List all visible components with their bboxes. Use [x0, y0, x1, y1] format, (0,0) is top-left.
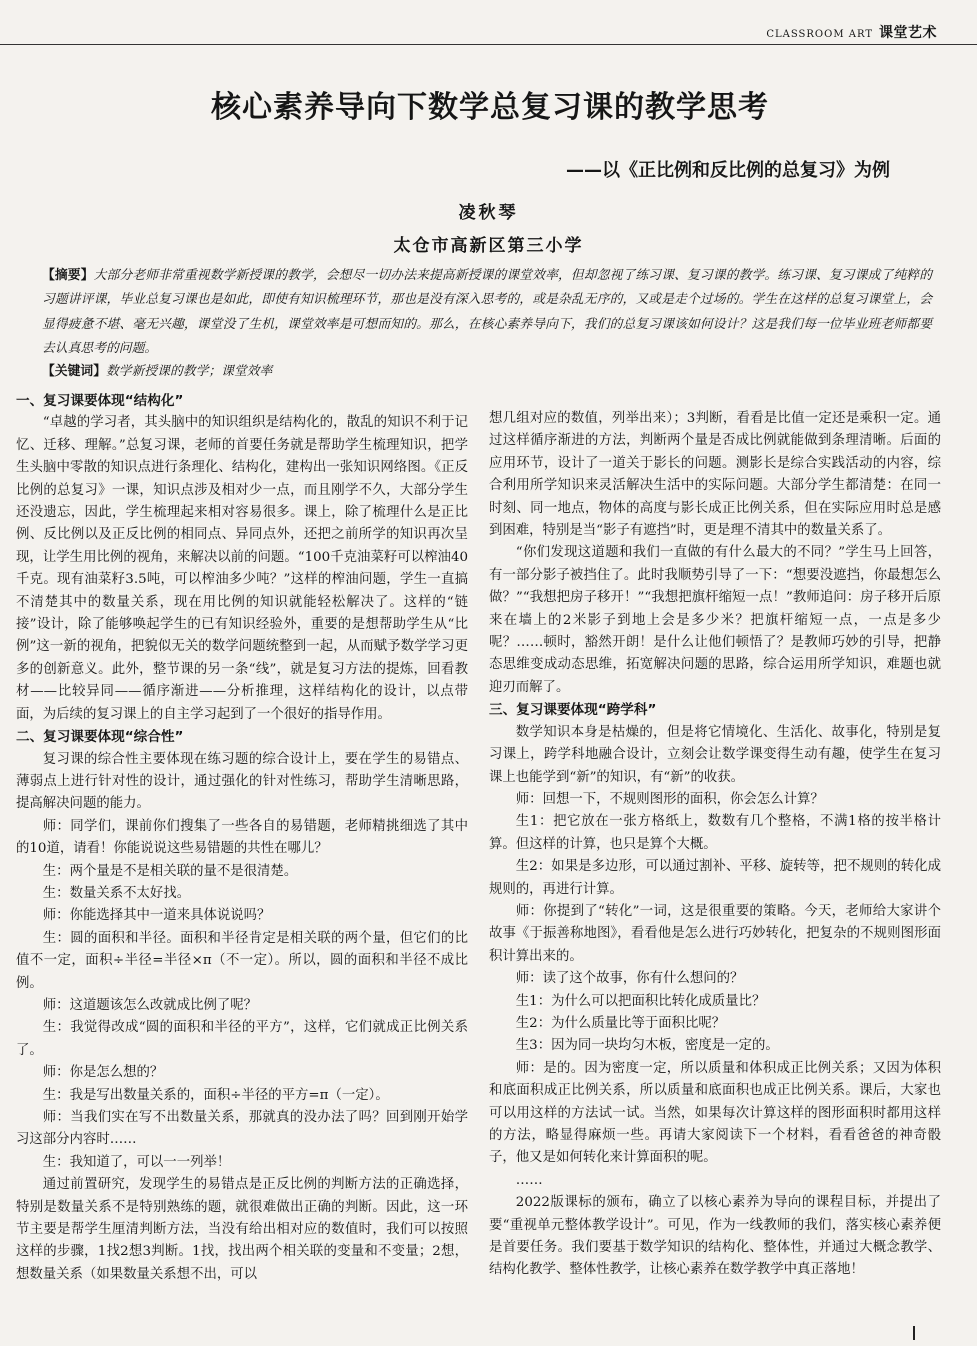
paragraph: “卓越的学习者，其头脑中的知识组织是结构化的，散乱的知识不利于记忆、迁移、理解。”总复习课，老师的首要任务就是帮助学生梳理知识，把学生头脑中零散的知识点进行条理化、结构化，建构出一张知识网络图。《正反比例的总复习》一课，知识点涉及相对少一点，而且刚学不久，大部分学生还没遗忘，因此，学生梳理起来相对容易很多。课上，除了梳理什么是正比例、反比例以及正反比例的相同点、异同点外，还把之前所学的知识再次呈现，让学生用比例的视角，来解决以前的问题。“100千克油菜籽可以榨油40千克。现有油菜籽3.5吨，可以榨油多少吨？”这样的榨油问题，学生一直搞不清楚其中的数量关系，现在用比例的知识就能轻松解决了。这样的“链接”设计，除了能够唤起学生的已有知识经验外，重要的是想帮助学生从“比例”这一新的视角，把貌似无关的数学问题统整到一起，从而赋予数学学习更多的创新意义。此外，整节课的另一条“线”，就是复习方法的提炼，回看教材——比较异同——循序渐进——分析推理，这样结构化的设计，以点带面，为后续的复习课上的自主学习起到了一个很好的指导作用。: [16, 415, 468, 722]
keywords: [42, 361, 932, 383]
paragraph: 师：回想一下，不规则图形的面积，你会怎么计算？: [515, 791, 824, 807]
paragraph: 2022版课标的颁布，确立了以核心素养为导向的课程目标，并提出了要“重视单元整体教学设计”。可见，作为一线教师的我们，落实核心素养便是首要任务。我们要基于数学知识的结构化、整体性，并通过大概念教学、结构化教学、整体性教学，让核心素养在数学教学中真正落地！: [489, 1195, 941, 1278]
paragraph: 复习课的综合性主要体现在练习题的综合设计上，要在学生的易错点、薄弱点上进行针对性的设计，通过强化的针对性练习，帮助学生清晰思路，提高解决问题的能力。: [16, 751, 468, 812]
paragraph: 师：当我们实在写不出数量关系，那就真的没办法了吗？回到刚开始学习这部分内容时……: [16, 1110, 468, 1148]
paragraph: 生3：因为同一块均匀木板，密度是一定的。: [515, 1038, 779, 1054]
paragraph: 生2：如果是多边形，可以通过割补、平移、旋转等，把不规则的转化成规则的，再进行计算。: [489, 859, 941, 897]
paragraph: 生1：把它放在一张方格纸上，数数有几个整格，不满1格的按半格计算。但这样的计算，也只是算个大概。: [489, 814, 941, 852]
body-column-right: [489, 408, 941, 1282]
body-column-left: [16, 390, 468, 1286]
keywords-text: 数学新授课的教学；课堂效率: [105, 364, 273, 379]
paragraph: 师：你是怎么想的？: [42, 1065, 164, 1081]
paragraph: 生1：为什么可以把面积比转化成质量比？: [515, 993, 766, 1009]
paragraph: 生：我知道了，可以一一列举！: [42, 1154, 231, 1170]
paragraph: ……: [515, 1172, 543, 1188]
abstract-text: 大部分老师非常重视数学新授课的教学，会想尽一切办法来提高新授课的课堂效率，但却忽视了练习课、复习课的教学。练习课、复习课成了纯粹的习题讲评课，毕业总复习课也是如此，即使有知识梳理环节，那也是没有深入思考的，或是杂乱无序的，又或是走个过场的。学生在这样的总复习课堂上，会显得疲惫不堪、毫无兴趣，课堂没了生机，课堂效率是可想而知的。那么，在核心素养导向下，我们的总复习课该如何设计？这是我们每一位毕业班老师都要去认真思考的问题。: [42, 268, 933, 357]
header-chinese: 课堂艺术: [879, 25, 937, 41]
abstract: [42, 264, 932, 362]
page-edge-mark: [913, 1326, 915, 1340]
header-rule: [0, 44, 977, 45]
paragraph: 师：你提到了“转化”一词，这是很重要的策略。今天，老师给大家讲个故事《于振善称地图》，看看他是怎么进行巧妙转化，把复杂的不规则图形面积计算出来的。: [489, 903, 941, 964]
paragraph: 师：是的。因为密度一定，所以质量和体积成正比例关系；又因为体积和底面积成正比例关系，所以质量和底面积也成正比例关系。课后，大家也可以用这样的方法试一试。当然，如果每次计算这样的图形面积时都用这样的方法，略显得麻烦一些。再请大家阅读下一个材料，看看爸爸的神奇骰子，他又是如何转化来计算面积的呢。: [489, 1060, 941, 1166]
paragraph: 生2：为什么质量比等于面积比呢？: [515, 1015, 726, 1031]
paragraph: 师：你能选择其中一道来具体说说吗？: [42, 908, 271, 924]
paragraph: 生：我是写出数量关系的，面积÷半径的平方=π（一定）。: [42, 1087, 389, 1103]
author-name: 凌秋琴: [458, 203, 519, 223]
paragraph: 想几组对应的数值，列举出来）；3判断，看看是比值一定还是乘积一定。通过这样循序渐进的方法，判断两个量是否成比例就能做到条理清晰。后面的应用环节，设计了一道关于影长的问题。测影长是综合实践活动的内容，综合利用所学知识来灵活解决生活中的实际问题。大部分学生都清楚：在同一时刻、同一地点，物体的高度与影长成正比例关系，但在实际应用时总是感到困难，特别是当“影子有遮挡”时，更是理不清其中的数量关系了。: [489, 411, 941, 539]
keywords-label: 【关键词】: [42, 364, 106, 379]
paragraph: “你们发现这道题和我们一直做的有什么最大的不同？”学生马上回答，有一部分影子被挡住了。此时我顺势引导了一下：“想要没遮挡，你最想怎么做？”“我想把房子移开！”“我想把旗杆缩短一点！”教师追问：房子移开后原来在墙上的2米影子到地上会是多少米？把旗杆缩短一点，一点是多少呢？……顿时，豁然开朗！是什么让他们顿悟了？是教师巧妙的引导，把静态思维变成动态思维，拓宽解决问题的思路，综合运用所学知识，难题也就迎刃而解了。: [489, 545, 941, 695]
author-affiliation: 太仓市高新区第三小学: [393, 236, 584, 256]
paragraph: 师：同学们，课前你们搜集了一些各自的易错题，老师精挑细选了其中的10道，请看！你能说说这些易错题的共性在哪儿？: [16, 818, 468, 857]
running-header: [766, 22, 937, 42]
paragraph: 通过前置研究，发现学生的易错点是正反比例的判断方法的正确选择，特别是数量关系不是特别熟练的题，就很难做出正确的判断。因此，这一环节主要是帮学生厘清判断方法，当没有给出相对应的数值时，我们可以按照这样的步骤，1找2想3判断。1找，找出两个相关联的变量和不变量；2想，想数量关系（如果数量关系想不出，可以: [16, 1177, 468, 1282]
abstract-label: 【摘要】: [42, 268, 94, 283]
paragraph: 数学知识本身是枯燥的，但是将它情境化、生活化、故事化，特别是复习课上，跨学科地融合设计，立刻会让数学课变得生动有趣，使学生在复习课上也能学到“新”的知识，有“新”的收获。: [489, 724, 941, 785]
header-english: CLASSROOM ART: [766, 29, 873, 40]
article-subtitle: ——以《正比例和反比例的总复习》为例: [566, 160, 890, 181]
paragraph: 生：数量关系不太好找。: [42, 885, 191, 901]
paragraph: 生：我觉得改成“圆的面积和半径的平方”，这样，它们就成正比例关系了。: [16, 1020, 468, 1058]
paragraph: 生：两个量是不是相关联的量不是很清楚。: [42, 863, 298, 879]
section-heading: 三、复习课要体现“跨学科”: [489, 702, 657, 719]
section-heading: 一、复习课要体现“结构化”: [16, 393, 184, 409]
paragraph: 师：读了这个故事，你有什么想问的？: [515, 971, 744, 987]
article-title: 核心素养导向下数学总复习课的教学思考: [211, 90, 769, 125]
paragraph: 师：这道题该怎么改就成比例了呢？: [42, 997, 258, 1013]
paragraph: 生：圆的面积和半径。面积和半径肯定是相关联的两个量，但它们的比值不一定，面积÷半径=半径×π（不一定）。所以，圆的面积和半径不成比例。: [16, 930, 468, 991]
section-heading: 二、复习课要体现“综合性”: [16, 729, 184, 746]
